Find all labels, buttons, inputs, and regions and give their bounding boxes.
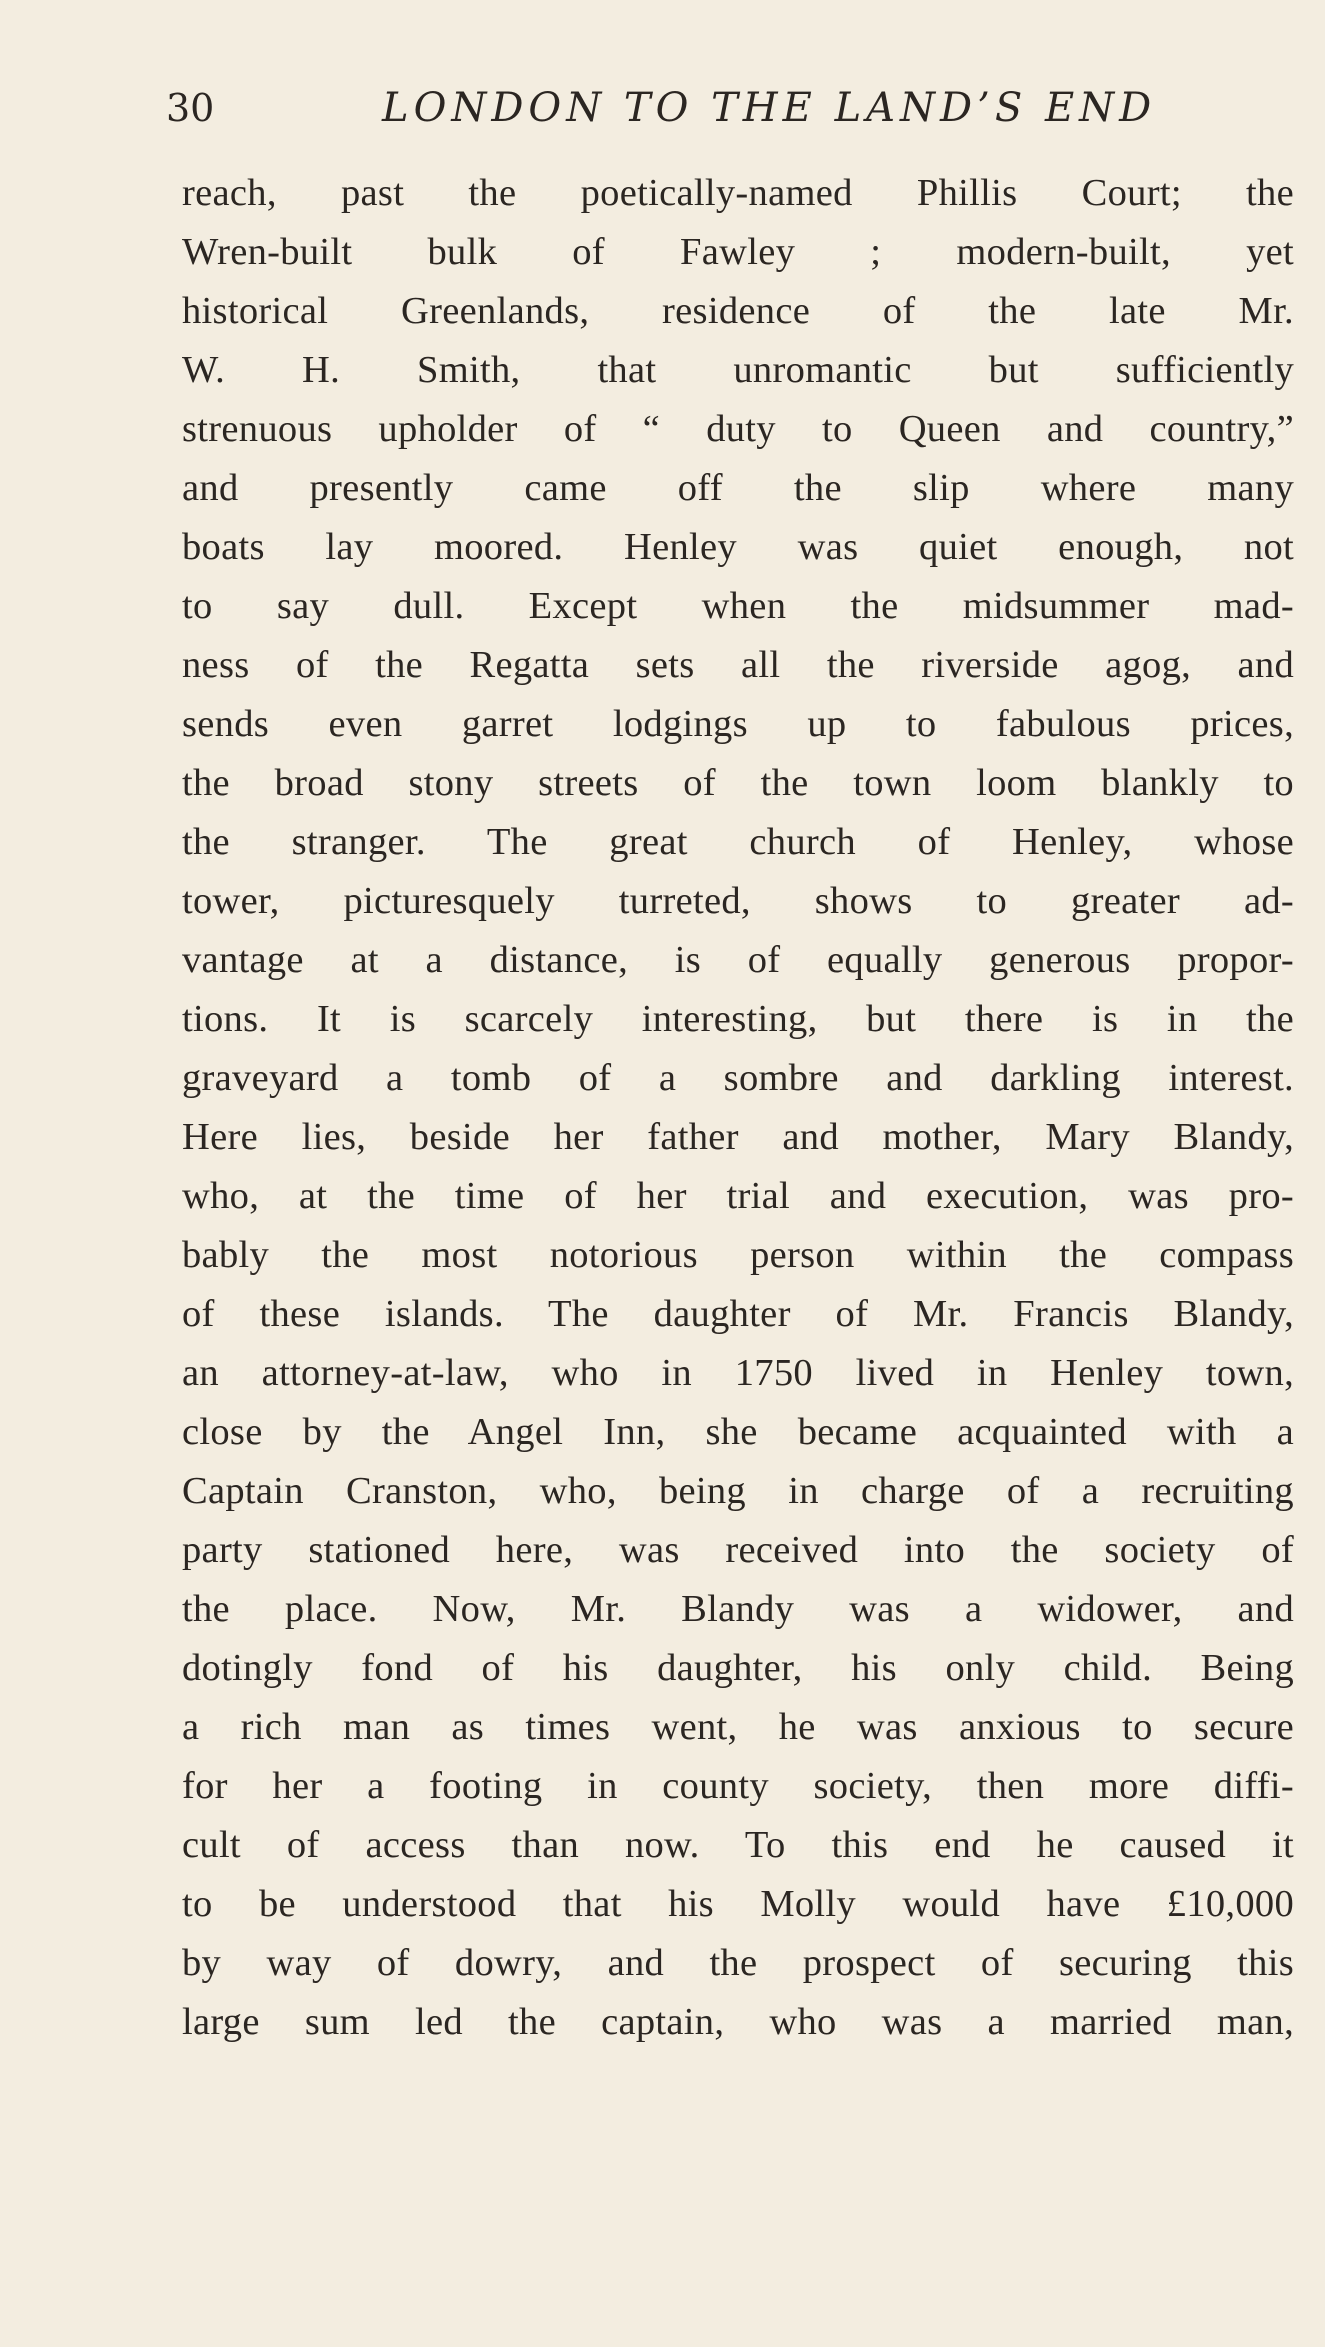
text-line: who, at the time of her trial and execution, was pro- [182,1175,1294,1217]
text-line: bably the most notorious person within the compass [182,1234,1294,1276]
text-line: graveyard a tomb of a sombre and darkling interest. [182,1057,1294,1099]
text-line: party stationed here, was received into the society of [182,1529,1294,1571]
page-number: 30 [166,86,215,130]
text-line: of these islands. The daughter of Mr. Francis Blandy, [182,1293,1294,1335]
text-line: ness of the Regatta sets all the riverside agog, and [182,644,1294,686]
text-line: to say dull. Except when the midsummer mad- [182,585,1294,627]
text-line: historical Greenlands, residence of the late Mr. [182,290,1294,332]
text-line: the broad stony streets of the town loom blankly to [182,762,1294,804]
text-line: by way of dowry, and the prospect of securing this [182,1942,1294,1984]
text-line: close by the Angel Inn, she became acquainted with a [182,1411,1294,1453]
text-line: tions. It is scarcely interesting, but there is in the [182,998,1294,1040]
text-line: Captain Cranston, who, being in charge of a recruiting [182,1470,1294,1512]
text-line: tower, picturesquely turreted, shows to greater ad- [182,880,1294,922]
text-line: cult of access than now. To this end he caused it [182,1824,1294,1866]
text-line: and presently came off the slip where many [182,467,1294,509]
text-line: boats lay moored. Henley was quiet enough, not [182,526,1294,568]
text-line: Here lies, beside her father and mother, Mary Blandy, [182,1116,1294,1158]
text-line: the stranger. The great church of Henley, whose [182,821,1294,863]
body-text [182,164,1294,2052]
running-title: LONDON TO THE LAND’S END [382,85,1157,131]
text-line: W. H. Smith, that unromantic but sufficiently [182,349,1294,391]
text-line: vantage at a distance, is of equally generous propor- [182,939,1294,981]
text-line: dotingly fond of his daughter, his only child. Being [182,1647,1294,1689]
text-line: a rich man as times went, he was anxious to secure [182,1706,1294,1748]
text-line: sends even garret lodgings up to fabulous prices, [182,703,1294,745]
text-line: reach, past the poetically-named Phillis Court; the [182,172,1294,214]
text-line: Wren-built bulk of Fawley ; modern-built, yet [182,231,1294,273]
text-line: strenuous upholder of “ duty to Queen and country,” [182,408,1294,450]
page-header [166,78,1286,138]
text-line: the place. Now, Mr. Blandy was a widower, and [182,1588,1294,1630]
text-line: for her a footing in county society, then more diffi- [182,1765,1294,1807]
text-line: an attorney-at-law, who in 1750 lived in Henley town, [182,1352,1294,1394]
text-line: large sum led the captain, who was a married man, [182,2001,1294,2043]
text-line: to be understood that his Molly would have £10,000 [182,1883,1294,1925]
